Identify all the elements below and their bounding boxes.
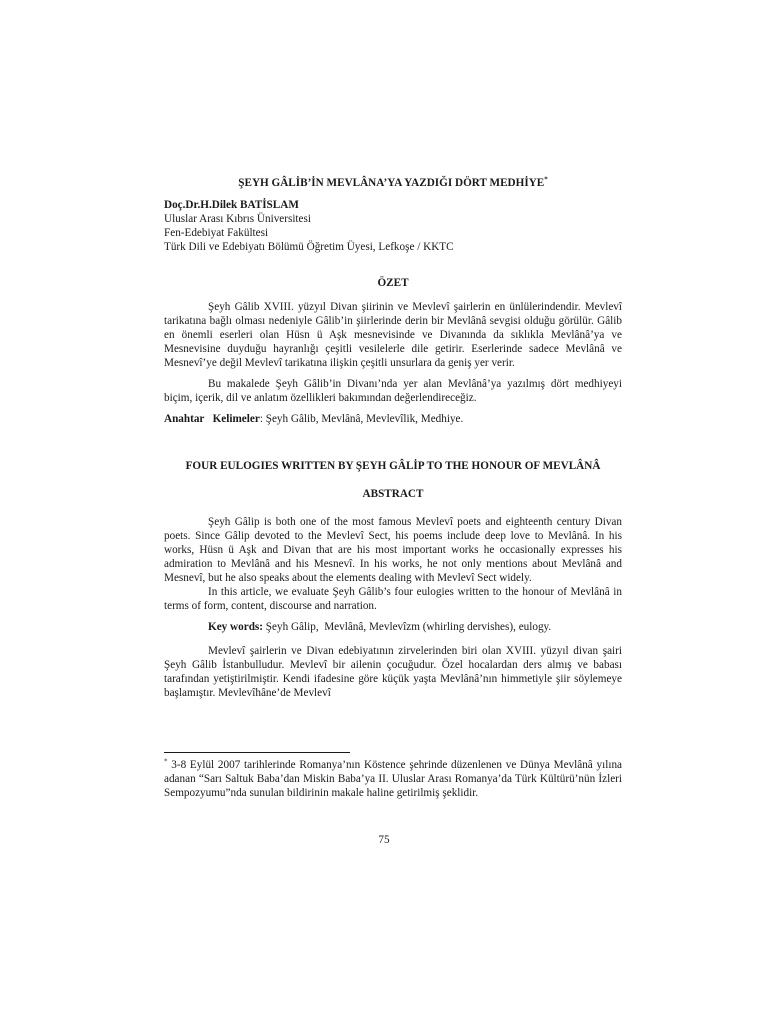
abstract-paragraph-1: Şeyh Gâlip is both one of the most famous Mevlevî poets and eighteenth century Divan poets. Since Gâlip devoted to the Mevlevî Sect, his poems include deep love to Mevlânâ. In his works, Hüsn ü Aşk and Divan that are his most important works he occasionally expresses his admiration to Mevlânâ and his Mesnevî. In his works, he not only mentions about Mevlânâ and Mesnevî, but he also speaks about the elements dealing with Mevlevî Sect widely. [164, 516, 622, 584]
ozet-paragraph-2: Bu makalede Şeyh Gâlib’in Divanı’nda yer alan Mevlânâ’ya yazılmış dört medhiyeyi biçim, içerik, dil ve anlatım özellikleri bakımından değerlendireceğiz. [164, 378, 622, 404]
page-number: 75 [378, 834, 390, 846]
ozet-paragraph-1: Şeyh Gâlib XVIII. yüzyıl Divan şiirinin ve Mevlevî şairlerin en ünlülerindendir. Mevlevî tarikatına bağlı olması nedeniyle Gâlib’in şiirlerinde derin bir Mevlânâ sevgisi olduğu görülür. Gâlib en önemli eserleri olan Hüsn ü Aşk mesnevisinde ve Divanında da sıklıkla Mevlânâ’ya ve Mesnevisine duyduğu hayranlığı çeşitli vesilelerle dile getirir. Eserlerinde sadece Mevlânâ ve Mesnevî’ye değil Mevlevî tarikatına ilişkin çeşitli unsurlara da geniş yer verir. [164, 301, 622, 369]
abstract-heading: ABSTRACT [362, 488, 424, 500]
english-title: FOUR EULOGIES WRITTEN BY ŞEYH GÂLİP TO THE HONOUR OF MEVLÂNÂ [185, 460, 601, 472]
title-footnote-mark: * [544, 175, 548, 184]
affiliation-university: Uluslar Arası Kıbrıs Üniversitesi [164, 213, 311, 225]
english-keywords-label: Key words: [208, 621, 263, 633]
footnote [164, 758, 622, 800]
author-block [164, 198, 622, 254]
article-title [164, 176, 622, 190]
english-keywords [164, 620, 622, 634]
ozet-heading: ÖZET [377, 277, 409, 289]
author-name: Doç.Dr.H.Dilek BATİSLAM [164, 199, 299, 211]
body-paragraph: Mevlevî şairlerin ve Divan edebiyatının zirvelerinden biri olan XVIII. yüzyıl divan şairi Şeyh Gâlib İstanbulludur. Mevlevî bir ailenin çocuğudur. Özel hocalardan ders almış ve babası tarafından yetiştirilmiştir. Kendi ifadesine göre küçük yaşta Mevlânâ’nın himmetiyle şiir söylemeye başlamıştır. Mevlevîhâne’de Mevlevî [164, 645, 622, 699]
abstract-paragraph-2: In this article, we evaluate Şeyh Gâlib’s four eulogies written to the honour of Mevlânâ in terms of form, content, discourse and narration. [164, 586, 622, 612]
affiliation-faculty: Fen-Edebiyat Fakültesi [164, 227, 269, 239]
english-keywords-text: Şeyh Gâlip, Mevlânâ, Mevlevîzm (whirling dervishes), eulogy. [263, 621, 552, 633]
article-page [164, 176, 622, 707]
footnote-text: 3-8 Eylül 2007 tarihlerinde Romanya’nın Köstence şehrinde düzenlenen ve Dünya Mevlânâ yılına adanan “Sarı Saltuk Baba’dan Miskin Baba’ya II. Uluslar Arası Romanya’da Türk Kültürü’nün İzleri Sempozyumu”nda sunulan bildirinin makale haline getirilmiş şeklidir. [164, 759, 622, 799]
affiliation-department: Türk Dili ve Edebiyatı Bölümü Öğretim Üyesi, Lefkoşe / KKTC [164, 241, 454, 253]
footnote-mark: * [164, 757, 168, 766]
turkish-keywords [164, 412, 622, 426]
article-title-text: ŞEYH GÂLİB’İN MEVLÂNA’YA YAZDIĞI DÖRT MEDHİYE [238, 177, 545, 189]
turkish-keywords-label: Anahtar Kelimeler [164, 413, 260, 425]
footnote-divider [164, 752, 350, 753]
turkish-keywords-text: : Şeyh Gâlib, Mevlânâ, Mevlevîlik, Medhiye. [259, 413, 464, 425]
